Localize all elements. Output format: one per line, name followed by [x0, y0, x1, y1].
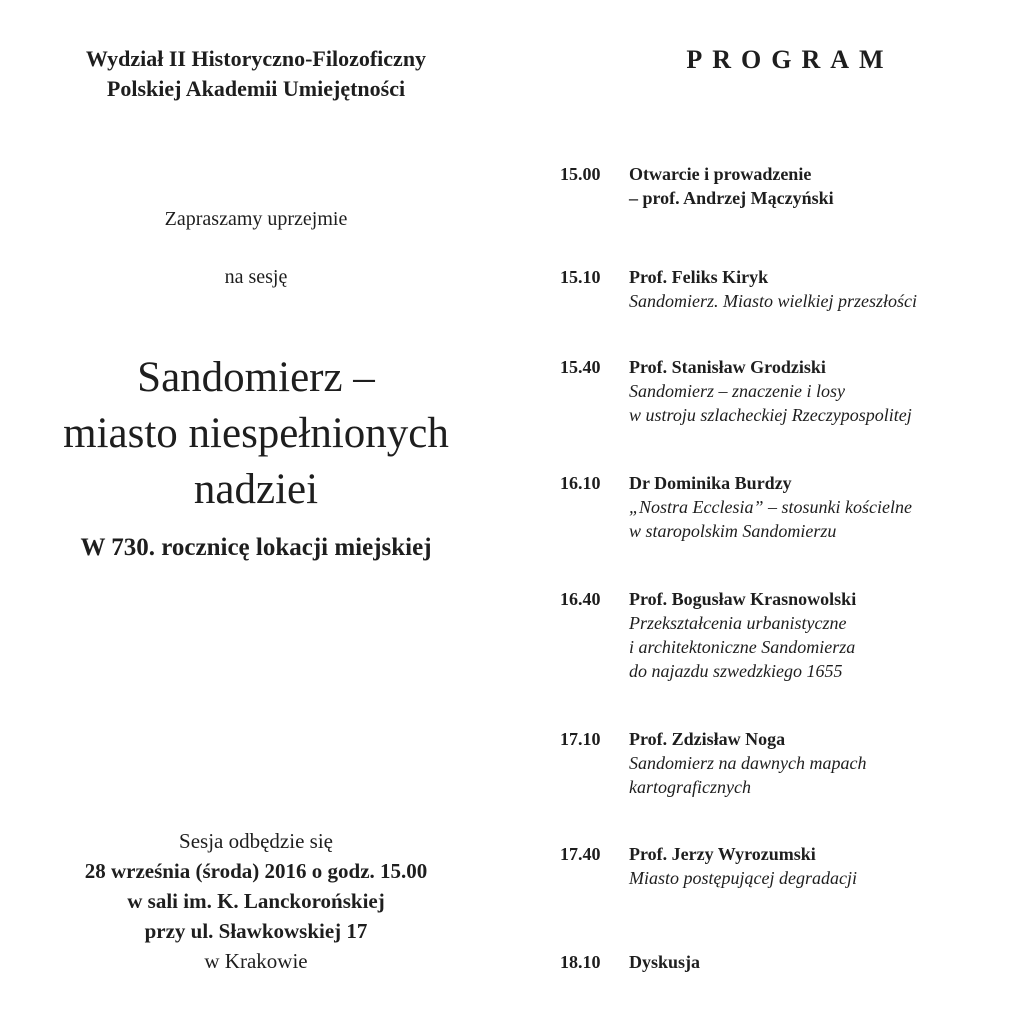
entry-time: 16.40 — [560, 589, 601, 609]
entry-talk-title: Przekształcenia urbanistyczne — [629, 613, 847, 633]
title-line: miasto niespełnionych — [63, 410, 449, 457]
institution-name — [20, 44, 492, 104]
entry-time: 17.10 — [560, 729, 601, 749]
entry-talk-title: w staropolskim Sandomierzu — [629, 521, 837, 541]
entry-time: 17.40 — [560, 844, 601, 864]
venue-city: w Krakowie — [204, 949, 308, 973]
entry-talk-title: Sandomierz – znaczenie i losy — [629, 381, 845, 401]
entry-speaker: Prof. Bogusław Krasnowolski — [629, 589, 857, 609]
entry-speaker: Prof. Stanisław Grodziski — [629, 357, 826, 377]
entry-talk-title: Sandomierz na dawnych mapach — [629, 753, 867, 773]
institution-line: Polskiej Akademii Umiejętności — [106, 76, 406, 101]
entry-talk-title: Sandomierz. Miasto wielkiej przeszłości — [629, 291, 917, 311]
entry-talk-title: Miasto postępującej degradacji — [629, 868, 857, 888]
venue-address: przy ul. Sławkowskiej 17 — [144, 919, 368, 943]
entry-speaker: Prof. Zdzisław Noga — [629, 729, 786, 749]
invite-line: Zapraszamy uprzejmie — [164, 208, 348, 230]
title-line: Sandomierz – — [137, 354, 375, 401]
entry-time: 18.10 — [560, 952, 601, 972]
entry-speaker: Dyskusja — [629, 952, 701, 972]
entry-talk-title: i architektoniczne Sandomierza — [629, 637, 856, 657]
venue-date: 28 września (środa) 2016 o godz. 15.00 — [84, 859, 428, 883]
entry-moderator: – prof. Andrzej Mączyński — [629, 188, 834, 208]
entry-speaker: Prof. Jerzy Wyrozumski — [629, 844, 816, 864]
invitation-left-column — [20, 0, 492, 1024]
session-title — [20, 350, 492, 518]
venue-line: Sesja odbędzie się — [179, 829, 333, 853]
program-heading: PROGRAM — [686, 45, 894, 74]
entry-talk-title: do najazdu szwedzkiego 1655 — [629, 661, 843, 681]
entry-speaker: Otwarcie i prowadzenie — [629, 164, 812, 184]
entry-time: 15.40 — [560, 357, 601, 377]
venue-info — [20, 826, 492, 976]
entry-speaker: Prof. Feliks Kiryk — [629, 267, 769, 287]
entry-time: 16.10 — [560, 473, 601, 493]
venue-hall: w sali im. K. Lanckorońskiej — [127, 889, 385, 913]
institution-line: Wydział II Historyczno-Filozoficzny — [85, 46, 427, 71]
entry-time: 15.00 — [560, 164, 601, 184]
invite-line: na sesję — [224, 266, 288, 288]
entry-talk-title: kartograficznych — [629, 777, 751, 797]
entry-speaker: Dr Dominika Burdzy — [629, 473, 792, 493]
entry-time: 15.10 — [560, 267, 601, 287]
entry-talk-title: w ustroju szlacheckiej Rzeczypospolitej — [629, 405, 912, 425]
session-subtitle: W 730. rocznicę lokacji miejskiej — [80, 534, 432, 561]
entry-talk-title: „Nostra Ecclesia” – stosunki kościelne — [629, 497, 912, 517]
title-line: nadziei — [193, 466, 319, 513]
program-column — [560, 0, 1000, 1024]
